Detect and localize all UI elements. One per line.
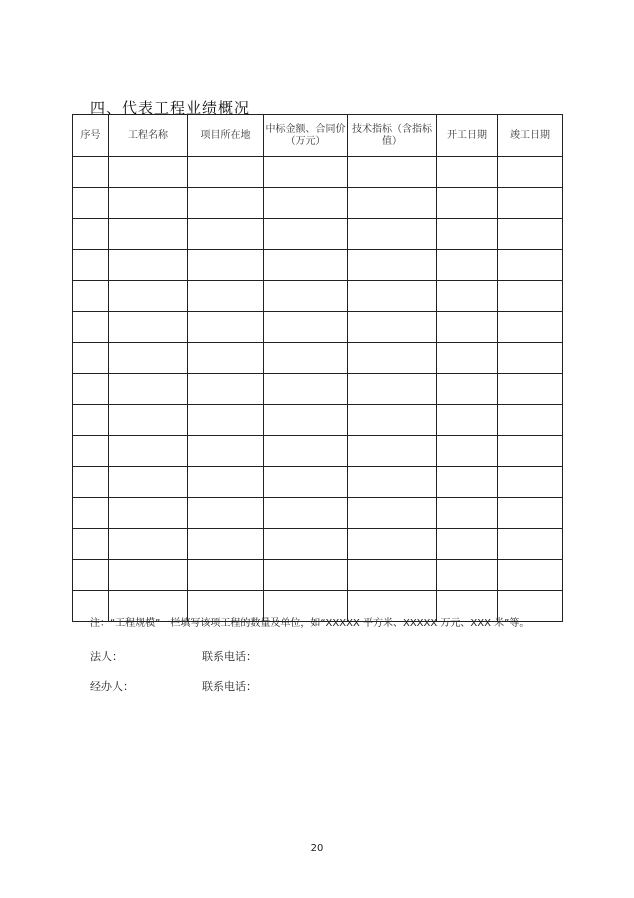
table-cell xyxy=(109,250,188,281)
table-row xyxy=(73,560,563,591)
table-cell xyxy=(264,498,348,529)
table-row xyxy=(73,529,563,560)
table-cell xyxy=(348,188,437,219)
table-cell xyxy=(437,343,498,374)
table-cell xyxy=(73,281,109,312)
legal-representative-label: 法人： xyxy=(90,650,123,663)
table-cell xyxy=(188,281,264,312)
table-cell xyxy=(73,188,109,219)
table-row xyxy=(73,343,563,374)
table-cell xyxy=(498,405,563,436)
table-cell xyxy=(437,529,498,560)
table-cell xyxy=(188,219,264,250)
table-cell xyxy=(109,312,188,343)
table-cell xyxy=(188,250,264,281)
table-cell xyxy=(73,560,109,591)
table-cell xyxy=(264,529,348,560)
table-row xyxy=(73,374,563,405)
table-cell xyxy=(498,560,563,591)
table-cell xyxy=(437,157,498,188)
table-cell xyxy=(73,312,109,343)
table-cell xyxy=(437,374,498,405)
table-cell xyxy=(437,250,498,281)
table-row xyxy=(73,436,563,467)
table-cell xyxy=(498,467,563,498)
table-cell xyxy=(437,436,498,467)
table-cell xyxy=(73,405,109,436)
table-cell xyxy=(437,498,498,529)
table-cell xyxy=(188,405,264,436)
table-cell xyxy=(73,219,109,250)
table-cell xyxy=(498,498,563,529)
table-row xyxy=(73,157,563,188)
table-cell xyxy=(348,281,437,312)
table-cell xyxy=(437,467,498,498)
header-project-name: 工程名称 xyxy=(109,115,188,157)
table-cell xyxy=(498,343,563,374)
table-cell xyxy=(348,343,437,374)
table-cell xyxy=(348,467,437,498)
table-cell xyxy=(73,157,109,188)
table-cell xyxy=(498,529,563,560)
table-row xyxy=(73,250,563,281)
header-contract-amount: 中标金额、合同价（万元） xyxy=(264,115,348,157)
section-title: 四、代表工程业绩概况 xyxy=(90,99,251,117)
table-row xyxy=(73,312,563,343)
table-cell xyxy=(348,250,437,281)
table-cell xyxy=(348,560,437,591)
table-cell xyxy=(437,405,498,436)
table-cell xyxy=(348,374,437,405)
page-number: 20 xyxy=(310,843,324,854)
table-row xyxy=(73,467,563,498)
agent-line xyxy=(90,678,257,694)
table-cell xyxy=(73,250,109,281)
table-cell xyxy=(348,157,437,188)
table-cell xyxy=(73,529,109,560)
table-cell xyxy=(109,467,188,498)
table-cell xyxy=(348,312,437,343)
table-cell xyxy=(264,188,348,219)
table-cell xyxy=(264,219,348,250)
table-cell xyxy=(109,498,188,529)
table-cell xyxy=(264,467,348,498)
table-cell xyxy=(109,343,188,374)
table-cell xyxy=(73,343,109,374)
table-cell xyxy=(109,157,188,188)
table-cell xyxy=(348,219,437,250)
table-body xyxy=(73,157,563,622)
table-row xyxy=(73,219,563,250)
table-cell xyxy=(498,157,563,188)
project-performance-table xyxy=(72,114,563,622)
table-cell xyxy=(348,436,437,467)
table-cell xyxy=(73,498,109,529)
header-technical-indicators: 技术指标（含指标值） xyxy=(348,115,437,157)
table-cell xyxy=(348,498,437,529)
table-cell xyxy=(437,281,498,312)
table-cell xyxy=(264,312,348,343)
table-cell xyxy=(264,436,348,467)
table-cell xyxy=(348,405,437,436)
header-project-location: 项目所在地 xyxy=(188,115,264,157)
table-cell xyxy=(264,560,348,591)
table-cell xyxy=(188,498,264,529)
table-row xyxy=(73,281,563,312)
header-start-date: 开工日期 xyxy=(437,115,498,157)
table-cell xyxy=(498,250,563,281)
table-cell xyxy=(188,157,264,188)
table-cell xyxy=(498,281,563,312)
table-cell xyxy=(264,405,348,436)
table-cell xyxy=(188,343,264,374)
table-cell xyxy=(264,157,348,188)
table-cell xyxy=(498,312,563,343)
agent-phone-label: 联系电话： xyxy=(202,680,257,693)
table-cell xyxy=(188,529,264,560)
table-cell xyxy=(437,188,498,219)
table-cell xyxy=(498,374,563,405)
table-cell xyxy=(109,281,188,312)
header-serial-number: 序号 xyxy=(73,115,109,157)
table-cell xyxy=(73,374,109,405)
table-cell xyxy=(73,467,109,498)
table-cell xyxy=(264,250,348,281)
legal-phone-label: 联系电话： xyxy=(202,650,257,663)
header-completion-date: 竣工日期 xyxy=(498,115,563,157)
table-row xyxy=(73,188,563,219)
table-row xyxy=(73,405,563,436)
table-header-row xyxy=(73,115,563,157)
table-cell xyxy=(109,374,188,405)
table-cell xyxy=(498,436,563,467)
legal-representative-line xyxy=(90,648,257,664)
table-cell xyxy=(188,560,264,591)
table-cell xyxy=(188,436,264,467)
table-cell xyxy=(188,467,264,498)
table-cell xyxy=(264,374,348,405)
table-cell xyxy=(188,188,264,219)
table-cell xyxy=(109,436,188,467)
table-cell xyxy=(264,281,348,312)
table-note: 注：“工程规模”一栏填写该项工程的数量及单位，如“XXXXX 平方米、XXXXX 万元、XXX 米”等。 xyxy=(90,618,530,629)
agent-label: 经办人： xyxy=(90,680,134,693)
table-cell xyxy=(348,529,437,560)
table-cell xyxy=(498,188,563,219)
table-cell xyxy=(498,219,563,250)
table-cell xyxy=(437,560,498,591)
table-cell xyxy=(109,529,188,560)
table-cell xyxy=(73,436,109,467)
table-cell xyxy=(264,343,348,374)
table-row xyxy=(73,498,563,529)
table-cell xyxy=(437,219,498,250)
table-cell xyxy=(109,405,188,436)
table-cell xyxy=(109,560,188,591)
table-cell xyxy=(109,219,188,250)
table-cell xyxy=(188,312,264,343)
table-cell xyxy=(188,374,264,405)
table-cell xyxy=(109,188,188,219)
table-cell xyxy=(437,312,498,343)
